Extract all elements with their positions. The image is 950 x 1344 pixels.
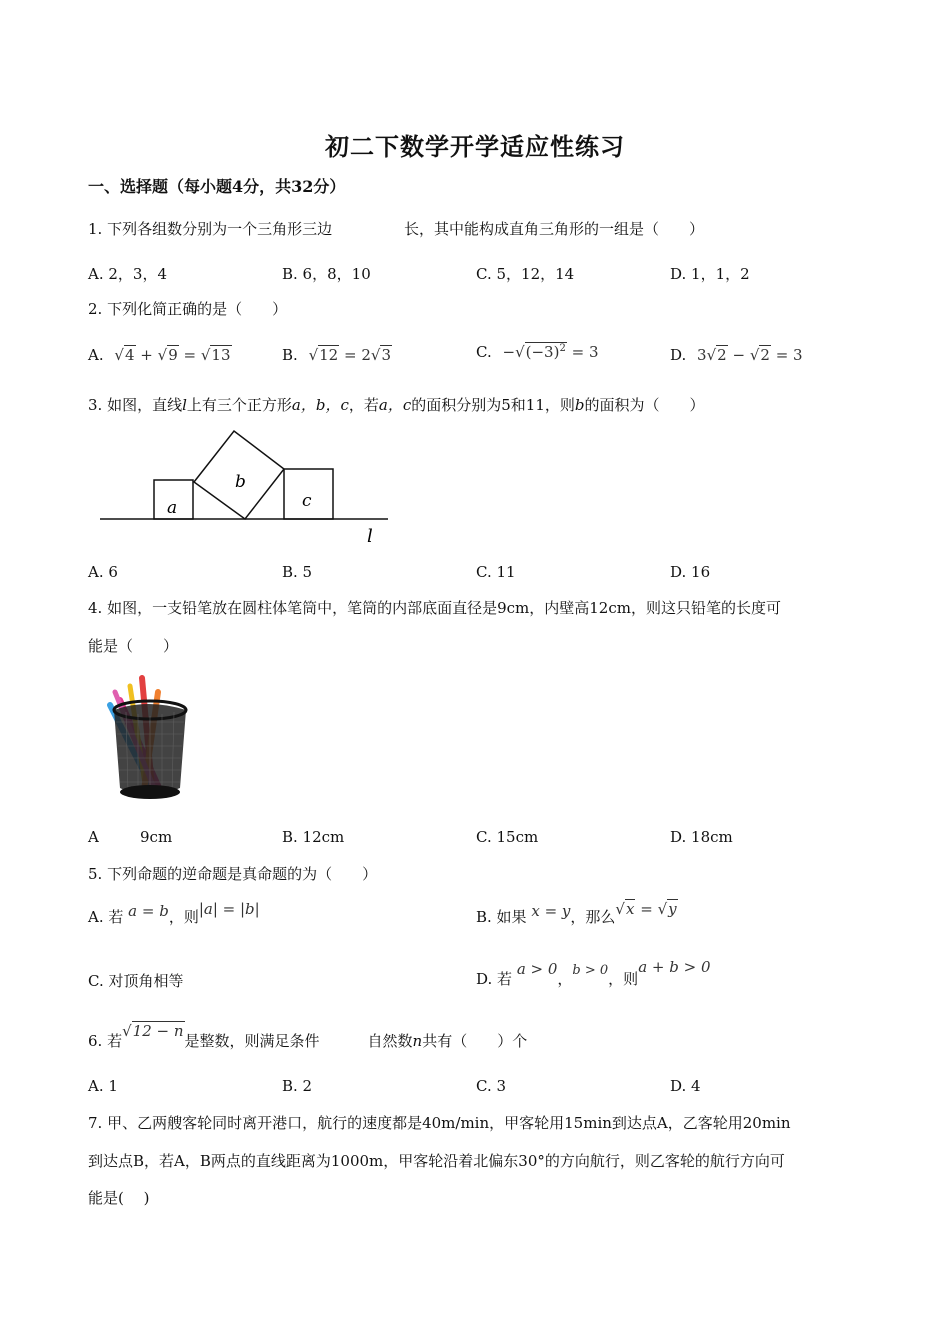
- q2a-radicand-3: 13: [211, 346, 231, 364]
- q2-option-b-label: B.: [282, 346, 298, 364]
- question-7-line-3: 能是( ): [88, 1189, 150, 1207]
- q5d-label: D. 若: [476, 970, 513, 988]
- pencil-holder-image: [100, 670, 195, 805]
- q4-option-a-value: 9cm: [140, 828, 173, 846]
- q2a-equals: =: [183, 346, 197, 364]
- q3-stem-end: 的面积为（ ）: [584, 396, 705, 414]
- q2d-radicand-1: 2: [717, 346, 727, 364]
- q3-stem-mid1: 上有三个正方形: [186, 396, 292, 414]
- q1-option-b: B. 6，8，10: [282, 265, 371, 283]
- label-a: a: [167, 498, 178, 518]
- q1-option-c: C. 5，12，14: [476, 265, 575, 283]
- q3-option-b: B. 5: [282, 563, 313, 581]
- q3-stem-pre: 3. 如图，直线: [88, 396, 183, 414]
- q3-option-a: A. 6: [88, 563, 118, 581]
- q5b-result-left: x: [625, 900, 635, 918]
- q5-option-d: [476, 958, 711, 989]
- q6-mid: 是整数，则满足条件: [184, 1032, 320, 1050]
- label-b: b: [235, 472, 246, 492]
- question-4-line-1: 4. 如图，一支铅笔放在圆柱体笔筒中，笔筒的内部底面直径是9cm，内壁高12cm，则这只铅笔的长度可: [88, 599, 781, 617]
- q5a-label: A. 若: [88, 908, 124, 926]
- q2a-plus: +: [140, 346, 153, 364]
- q5-option-a: [88, 900, 260, 927]
- q1-option-a: A. 2，3，4: [88, 265, 167, 283]
- question-7-line-2: 到达点B，若A，B两点的直线距离为1000m，甲客轮沿着北偏东30°的方向航行，则乙客轮的航行方向可: [88, 1152, 785, 1170]
- q6-option-c: C. 3: [476, 1077, 507, 1095]
- q2d-equals: = 3: [775, 346, 803, 364]
- q2-option-c-label: C.: [476, 343, 492, 361]
- q2-option-b: B. √12 = 2√3: [282, 346, 392, 364]
- q2b-radicand-1: 12: [319, 346, 339, 364]
- label-c: c: [302, 491, 312, 511]
- q5a-condition: a = b: [128, 902, 169, 920]
- q3-vars: a，b，c: [291, 396, 349, 414]
- q1-option-d: D. 1，1，2: [670, 265, 750, 283]
- q2d-minus: −: [732, 346, 746, 364]
- q2d-radicand-2: 2: [760, 346, 770, 364]
- q2c-inner: (−3): [525, 343, 560, 361]
- q6-var-n: n: [412, 1032, 423, 1050]
- q4-option-c: C. 15cm: [476, 828, 539, 846]
- q6-option-b: B. 2: [282, 1077, 313, 1095]
- q3-stem-mid2: ，若: [348, 396, 379, 414]
- q3-var-b: b: [574, 396, 585, 414]
- q6-option-a: A. 1: [88, 1077, 118, 1095]
- q5d-condition-1: a > 0: [516, 960, 558, 978]
- q4-option-d: D. 18cm: [670, 828, 733, 846]
- q5b-result-right: y: [668, 900, 677, 918]
- q4-option-a-label: A: [88, 828, 99, 846]
- q2b-radicand-2: 3: [381, 346, 392, 364]
- q2-option-a-label: A.: [88, 346, 104, 364]
- q6-pre: 6. 若: [88, 1032, 123, 1050]
- label-l: l: [367, 526, 373, 547]
- question-7-line-1: 7. 甲、乙两艘客轮同时离开港口，航行的速度都是40m/min，甲客轮用15min到达点A，乙客轮用20min: [88, 1114, 791, 1132]
- question-6-stem: 6. 若√12 − n是整数，则满足条件 自然数n共有（ ）个: [88, 1022, 528, 1050]
- q5-option-b: B. 如果 x = y，那么√x = √y: [476, 900, 677, 926]
- question-1-stem-b: 长，其中能构成直角三角形的一组是（ ）: [404, 220, 705, 238]
- squares-on-line-figure: [96, 425, 396, 550]
- q6-option-d: D. 4: [670, 1077, 701, 1095]
- q6-post-b: 共有（ ）个: [422, 1032, 528, 1050]
- q3-option-c: C. 11: [476, 563, 516, 581]
- question-5-stem: 5. 下列命题的逆命题是真命题的为（ ）: [88, 865, 378, 883]
- page-title: 初二下数学开学适应性练习: [325, 132, 625, 161]
- q2a-radicand-1: 4: [124, 346, 135, 364]
- q3-option-d: D. 16: [670, 563, 711, 581]
- q2c-exponent: 2: [559, 343, 566, 354]
- q5b-condition: x = y: [531, 902, 571, 920]
- question-2-stem: 2. 下列化简正确的是（ ）: [88, 300, 288, 318]
- question-3-stem: [88, 394, 705, 415]
- q2d-coefficient: 3: [697, 346, 707, 364]
- q5d-condition-2: b > 0: [572, 963, 609, 978]
- q5b-then: ，那么: [570, 908, 616, 926]
- q2-option-d: D. 3√2 − √2 = 3: [670, 346, 803, 364]
- q2c-equals: = 3: [571, 343, 599, 361]
- q5a-then: ，则: [168, 908, 199, 926]
- q5d-comma: ，: [557, 970, 573, 988]
- q6-radicand: 12 − n: [132, 1022, 184, 1040]
- q2-option-a: A. √4 + √9 = √13: [88, 346, 231, 364]
- question-1-stem-a: 1. 下列各组数分别为一个三角形三边: [88, 220, 333, 238]
- q3-var-l: l: [182, 396, 187, 414]
- q5d-then: ，则: [608, 970, 639, 988]
- q2b-coefficient: 2: [361, 346, 371, 364]
- q3-vars2: a，c: [378, 396, 412, 414]
- q2-option-c: C. $-√(-3)^2 = 3$: [476, 343, 599, 361]
- q5a-result: |a| = |b|: [198, 900, 260, 918]
- q5b-equals: =: [640, 900, 653, 918]
- q4-option-b: B. 12cm: [282, 828, 345, 846]
- q2a-radicand-2: 9: [168, 346, 178, 364]
- q5d-result: a + b > 0: [638, 958, 711, 976]
- q2c-negative: −: [502, 343, 516, 361]
- q2b-equals: =: [344, 346, 357, 364]
- q5b-label: B. 如果: [476, 908, 527, 926]
- q3-stem-mid3: 的面积分别为5和11，则: [411, 396, 575, 414]
- question-4-line-2: 能是（ ）: [88, 637, 179, 655]
- q6-post-a: 自然数: [367, 1032, 413, 1050]
- section-heading: 一、选择题（每小题4分，共32分）: [88, 177, 346, 196]
- q2-option-d-label: D.: [670, 346, 687, 364]
- q5-option-c: C. 对顶角相等: [88, 972, 184, 990]
